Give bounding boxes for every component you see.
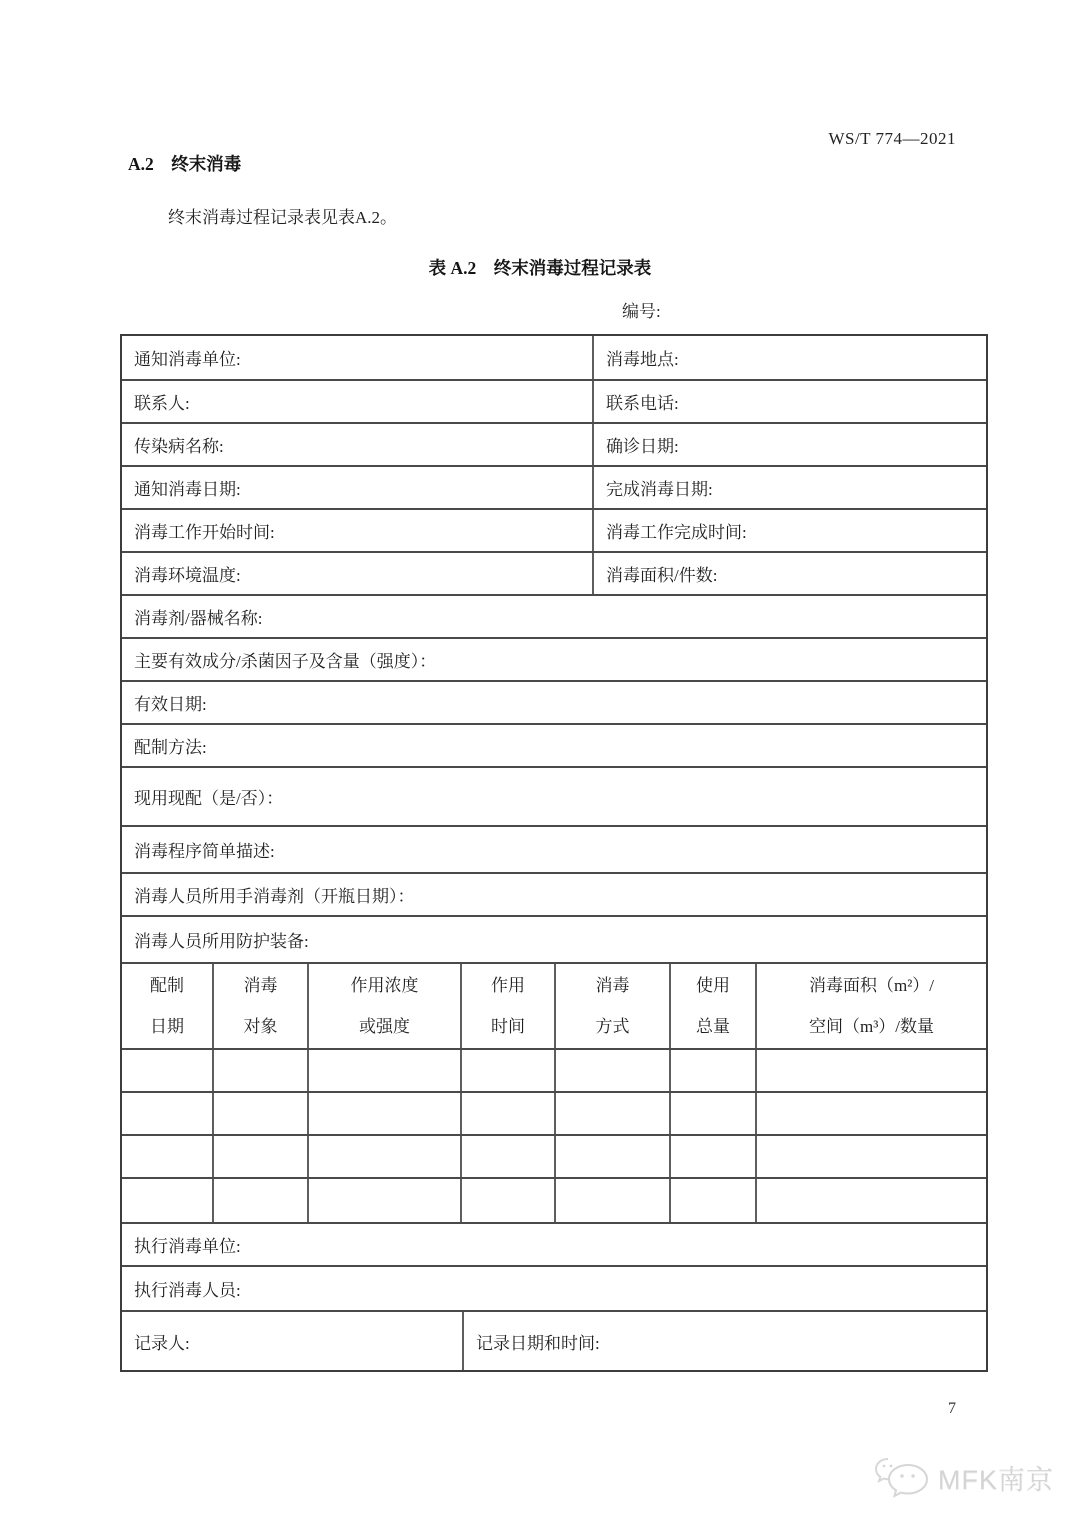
field-label: 消毒程序简单描述: xyxy=(134,842,275,861)
grid-cell xyxy=(554,1050,669,1091)
table-row xyxy=(122,336,986,379)
grid-header-cell xyxy=(669,964,755,1048)
watermark-text: MFK南京 xyxy=(938,1464,1054,1495)
field-label: 消毒工作开始时间: xyxy=(134,523,275,542)
grid-cell xyxy=(669,1093,755,1134)
table-row xyxy=(122,508,986,551)
grid-empty-row xyxy=(122,1134,986,1177)
table-row xyxy=(122,551,986,594)
grid-cell xyxy=(669,1179,755,1222)
header-line: 日期 xyxy=(150,1016,184,1036)
grid-cell xyxy=(554,1093,669,1134)
table-row xyxy=(122,766,986,825)
field-label: 通知消毒日期: xyxy=(134,480,241,499)
field-label: 消毒人员所用手消毒剂（开瓶日期）： xyxy=(134,887,415,906)
grid-cell xyxy=(460,1179,554,1222)
field-label: 消毒环境温度: xyxy=(134,566,241,585)
grid-header-cell xyxy=(554,964,669,1048)
table-row xyxy=(122,1265,986,1310)
table-row xyxy=(122,379,986,422)
grid-empty-row xyxy=(122,1048,986,1091)
field-label: 消毒人员所用防护装备: xyxy=(134,932,309,951)
table-row xyxy=(122,915,986,962)
table-row xyxy=(122,422,986,465)
table-row xyxy=(122,680,986,723)
field-label: 通知消毒单位: xyxy=(134,350,241,369)
grid-cell xyxy=(122,1050,212,1091)
grid-cell xyxy=(122,1093,212,1134)
header-line: 消毒面积（m²）/ xyxy=(808,975,935,995)
field-label: 消毒剂/器械名称: xyxy=(134,609,263,628)
table-row xyxy=(122,872,986,915)
table-title: 表 A.2 终末消毒过程记录表 xyxy=(428,258,652,278)
grid-header-cell xyxy=(755,964,986,1048)
table-row xyxy=(122,723,986,766)
watermark xyxy=(874,1455,1054,1499)
header-line: 方式 xyxy=(595,1016,630,1036)
field-label: 记录人: xyxy=(134,1333,190,1353)
grid-cell xyxy=(755,1179,986,1222)
page-number: 7 xyxy=(948,1400,956,1417)
grid-header-cell xyxy=(307,964,460,1048)
grid-cell xyxy=(307,1050,460,1091)
form-number-label: 编号: xyxy=(622,302,661,321)
grid-header-row xyxy=(122,962,986,1048)
grid-empty-row xyxy=(122,1177,986,1222)
field-label: 联系人: xyxy=(134,394,190,413)
header-line: 或强度 xyxy=(359,1016,410,1036)
table-row xyxy=(122,637,986,680)
grid-cell xyxy=(122,1136,212,1177)
grid-cell xyxy=(755,1093,986,1134)
field-label: 消毒地点: xyxy=(592,336,986,379)
table-row xyxy=(122,1222,986,1265)
header-line: 对象 xyxy=(243,1016,278,1036)
grid-cell xyxy=(212,1093,307,1134)
field-label: 完成消毒日期: xyxy=(592,467,986,508)
grid-header-cell xyxy=(460,964,554,1048)
header-line: 空间（m³）/数量 xyxy=(808,1016,935,1036)
wechat-bubbles-icon xyxy=(874,1455,932,1499)
header-line: 消毒 xyxy=(243,975,278,995)
table-row xyxy=(122,594,986,637)
table-row xyxy=(122,465,986,508)
grid-cell xyxy=(212,1136,307,1177)
field-label: 消毒工作完成时间: xyxy=(592,510,986,551)
intro-paragraph: 终末消毒过程记录表见表A.2。 xyxy=(168,208,398,227)
grid-cell xyxy=(307,1093,460,1134)
field-label: 有效日期: xyxy=(134,695,207,714)
field-label: 配制方法: xyxy=(134,738,207,757)
grid-cell xyxy=(755,1136,986,1177)
disinfection-record-form-table xyxy=(120,334,988,1372)
grid-empty-row xyxy=(122,1091,986,1134)
header-line: 配制 xyxy=(150,975,184,995)
field-label: 消毒面积/件数: xyxy=(592,553,986,594)
header-line: 使用 xyxy=(696,975,730,995)
table-row xyxy=(122,825,986,872)
field-label: 执行消毒人员: xyxy=(134,1281,241,1300)
field-label: 记录日期和时间: xyxy=(462,1312,986,1370)
field-label: 确诊日期: xyxy=(592,424,986,465)
section-heading: A.2 终末消毒 xyxy=(128,154,242,174)
grid-cell xyxy=(554,1179,669,1222)
header-line: 作用 xyxy=(491,975,525,995)
header-line: 时间 xyxy=(491,1016,525,1036)
field-label: 执行消毒单位: xyxy=(134,1237,241,1256)
header-line: 总量 xyxy=(696,1016,730,1036)
grid-header-cell xyxy=(122,964,212,1048)
grid-header-cell xyxy=(212,964,307,1048)
standard-code: WS/T 774—2021 xyxy=(828,129,956,148)
field-label: 主要有效成分/杀菌因子及含量（强度）： xyxy=(134,652,437,671)
table-row xyxy=(122,1310,986,1370)
grid-cell xyxy=(307,1179,460,1222)
grid-cell xyxy=(460,1050,554,1091)
grid-cell xyxy=(122,1179,212,1222)
grid-cell xyxy=(669,1050,755,1091)
header-line: 消毒 xyxy=(595,975,630,995)
grid-cell xyxy=(460,1093,554,1134)
field-label: 联系电话: xyxy=(592,381,986,422)
header-line: 作用浓度 xyxy=(350,975,419,995)
grid-cell xyxy=(755,1050,986,1091)
field-label: 现用现配（是/否）： xyxy=(134,789,284,808)
grid-cell xyxy=(669,1136,755,1177)
grid-cell xyxy=(554,1136,669,1177)
grid-cell xyxy=(212,1050,307,1091)
grid-cell xyxy=(460,1136,554,1177)
grid-cell xyxy=(212,1179,307,1222)
field-label: 传染病名称: xyxy=(134,437,224,456)
grid-cell xyxy=(307,1136,460,1177)
